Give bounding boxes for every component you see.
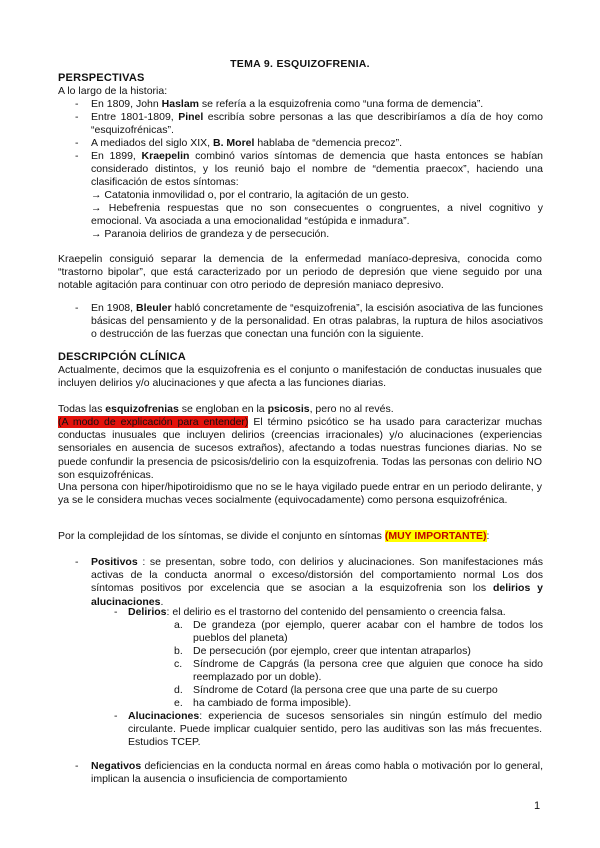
delirio-type: ha cambiado de forma imposible).	[193, 697, 352, 709]
bullet-dash: -	[114, 606, 118, 618]
list-marker: a.	[174, 619, 183, 631]
list-marker: c.	[174, 658, 183, 670]
highlight-note: (A modo de explicación para entender)	[58, 416, 249, 428]
bullet-dash: -	[75, 137, 79, 149]
list-marker: d.	[174, 684, 183, 696]
bullet-dash: -	[75, 760, 79, 772]
positivos-item: Positivos : se presentan, sobre todo, con delirios y alucinaciones. Son manifestaciones más activas de la conducta anormal o exceso/distorsión del comportamiento normal Los dos síntomas positivos por excelencia que se asocian a la esquizofrenia son los delirios y alucinaciones.	[91, 556, 543, 608]
kraepelin-paragraph: Kraepelin consiguió separar la demencia de la enfermedad maníaco-depresiva, conocida como “trastorno bipolar”, que está caracterizado por un periodo de depresión que viene seguido por una notable agitación para continuar con otro periodo de depresión maniaco depresivo.	[58, 253, 542, 292]
highlight-important: (MUY IMPORTANTE)	[384, 530, 487, 542]
bullet-dash: -	[75, 302, 79, 314]
negativos-item: Negativos deficiencias en la conducta normal en áreas como habla o motivación por lo general, implican la ausencia o insuficiencia de comportamiento	[91, 760, 543, 786]
list-item: A mediados del siglo XIX, B. Morel hablaba de “demencia precoz”.	[91, 137, 403, 149]
section-heading-perspectivas: PERSPECTIVAS	[58, 72, 145, 84]
psicotico-paragraph: (A modo de explicación para entender) El término psicótico se ha usado para caracterizar muchas conductas inusuales que incluyen delirios (creencias irracionales) y/o alucinaciones (experiencias sensoriales en ausencia de sucesos extraños), afectando a todas nuestras funciones diarias. No se puede confundir la presencia de psicosis/delirio con la esquizofrenia. Todas las personas con delirio NO son esquizofrénicas.	[58, 416, 542, 481]
delirios-item: Delirios: el delirio es el trastorno del contenido del pensamiento o creencia falsa.	[128, 606, 506, 618]
bullet-dash: -	[75, 98, 79, 110]
list-marker: b.	[174, 645, 183, 657]
bullet-dash: -	[75, 556, 79, 568]
list-item: Entre 1801-1809, Pinel escribía sobre personas a las que describiríamos a día de hoy como “esquizofrénicas”.	[91, 111, 543, 137]
section-heading-descripcion: DESCRIPCIÓN CLÍNICA	[58, 351, 186, 363]
bullet-dash: -	[114, 710, 118, 722]
kraepelin-subtype: → Catatonia inmovilidad o, por el contrario, la agitación de un gesto.	[91, 189, 410, 201]
page-title: TEMA 9. ESQUIZOFRENIA.	[230, 58, 370, 70]
delirio-type: Síndrome de Capgrás (la persona cree que alguien que conoce ha sido reemplazado por un doble).	[193, 658, 543, 684]
delirio-type: De persecución (por ejemplo, creer que intentan atraparlos)	[193, 645, 471, 657]
delirio-type: Síndrome de Cotard (la persona cree que una parte de su cuerpo	[193, 684, 498, 696]
perspectivas-intro: A lo largo de la historia:	[58, 85, 168, 97]
bullet-dash: -	[75, 111, 79, 123]
kraepelin-subtype: → Paranoia delirios de grandeza y de persecución.	[91, 228, 330, 240]
delirio-type: De grandeza (por ejemplo, querer acabar con el hambre de todos los pueblos del planeta)	[193, 619, 543, 645]
list-item: En 1809, John Haslam se refería a la esquizofrenia como “una forma de demencia”.	[91, 98, 484, 110]
list-item-bleuler: En 1908, Bleuler habló concretamente de “esquizofrenia”, la escisión asociativa de las funciones básicas del pensamiento y de la personalidad. En otras palabras, la ruptura de hilos asociativos o destrucción de las fuerzas que conectan una función con la siguiente.	[91, 302, 544, 341]
tiroidismo-paragraph: Una persona con hiper/hipotiroidismo que no se le haya vigilado puede entrar en un periodo delirante, y ya se le considera muchas veces socialmente (equivocadamente) como persona esquizofrénica.	[58, 481, 542, 507]
page-number: 1	[534, 800, 541, 812]
alucinaciones-item: Alucinaciones: experiencia de sucesos sensoriales sin ningún estímulo del medio circulante. Puede implicar cualquier sentido, pero las auditivas son las más frecuentes. Estudios TCEP.	[128, 710, 542, 749]
psicosis-paragraph: Todas las esquizofrenias se engloban en la psicosis, pero no al revés.	[58, 403, 394, 415]
list-marker: e.	[174, 697, 183, 709]
descripcion-paragraph: Actualmente, decimos que la esquizofrenia es el conjunto o manifestación de conductas inusuales que incluyen delirios y/o alucinaciones y que afecta a las funciones diarias.	[58, 364, 542, 390]
sintomas-intro: Por la complejidad de los síntomas, se divide el conjunto en síntomas (MUY IMPORTANTE):	[58, 530, 490, 542]
list-item: En 1899, Kraepelin combinó varios síntomas de demencia que hasta entonces se habían considerado distintos, y los reunió bajo el nombre de “dementia praecox”, haciendo una clasificación de estos síntomas:	[91, 150, 544, 189]
kraepelin-subtype: → Hebefrenia respuestas que no son consecuentes o congruentes, a nivel cognitivo y emocional. Va asociada a una emocionalidad “estúpida e inmadura”.	[91, 202, 543, 228]
bullet-dash: -	[75, 150, 79, 162]
